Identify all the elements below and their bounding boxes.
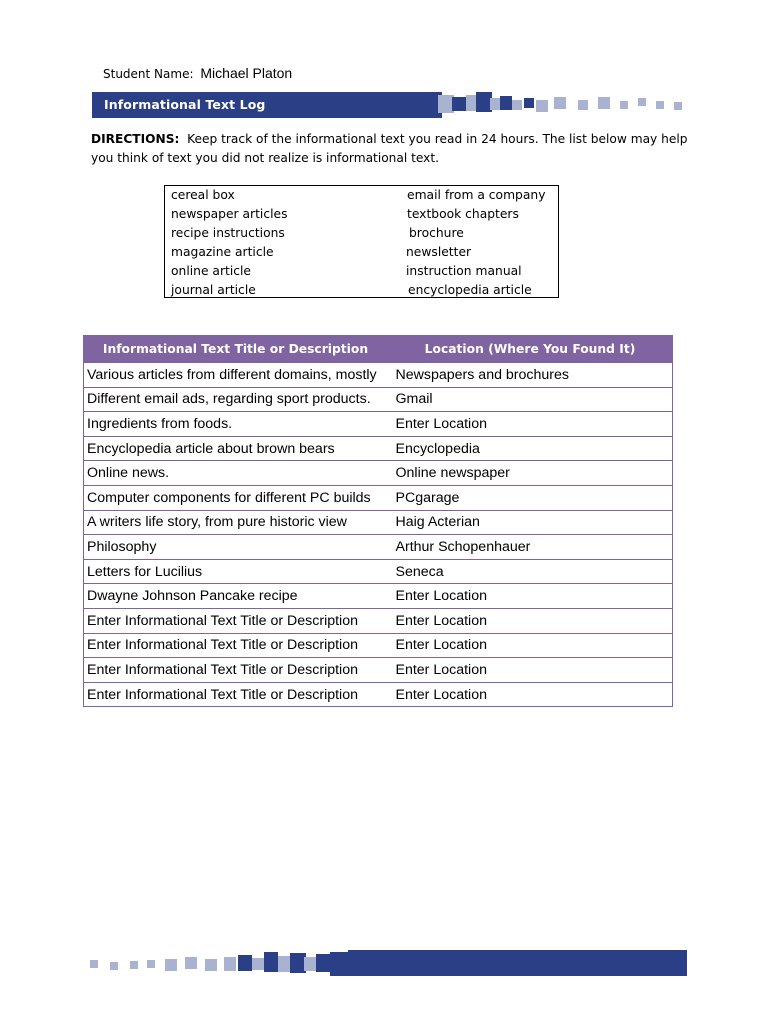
directions-label: DIRECTIONS: <box>91 132 180 146</box>
table-row <box>84 510 673 535</box>
title-cell[interactable]: Enter Informational Text Title or Description <box>84 658 388 683</box>
table-row <box>84 535 673 560</box>
suggestion-item: newspaper articles <box>171 207 288 221</box>
location-cell[interactable]: Seneca <box>388 559 673 584</box>
decorative-square <box>185 957 197 969</box>
table-row <box>84 461 673 486</box>
decorative-square <box>490 98 500 110</box>
decorative-square <box>90 960 98 968</box>
decorative-square <box>512 100 522 110</box>
decorative-square <box>554 97 566 109</box>
location-cell[interactable]: Online newspaper <box>388 461 673 486</box>
table-row <box>84 412 673 437</box>
suggestion-item: instruction manual <box>406 264 522 278</box>
footer-bar <box>348 950 687 976</box>
decorative-square <box>500 96 512 110</box>
decorative-square <box>330 952 350 976</box>
decorative-square <box>165 959 177 971</box>
student-name-line <box>103 65 292 81</box>
location-cell[interactable]: Newspapers and brochures <box>388 363 673 388</box>
title-cell[interactable]: Enter Informational Text Title or Description <box>84 682 388 707</box>
suggestion-item: encyclopedia article <box>408 283 532 297</box>
decorative-square <box>638 98 646 106</box>
decorative-square <box>147 960 155 968</box>
decorative-square <box>130 961 138 969</box>
decorative-square <box>524 98 534 108</box>
directions <box>91 130 691 167</box>
decorative-square <box>598 97 610 109</box>
table-row <box>84 559 673 584</box>
location-cell[interactable]: Encyclopedia <box>388 436 673 461</box>
title-cell[interactable]: Various articles from different domains, mostly <box>84 363 388 388</box>
suggestion-item: journal article <box>171 283 256 297</box>
title-cell[interactable]: Enter Informational Text Title or Description <box>84 608 388 633</box>
decorative-square <box>224 957 236 971</box>
decorative-square <box>674 102 682 110</box>
decorative-square <box>620 101 628 109</box>
title-cell[interactable]: Ingredients from foods. <box>84 412 388 437</box>
suggestion-box <box>164 185 559 298</box>
decorative-square <box>238 955 252 971</box>
decorative-square <box>452 97 466 111</box>
title-cell[interactable]: Enter Informational Text Title or Description <box>84 633 388 658</box>
title-cell[interactable]: Philosophy <box>84 535 388 560</box>
decorative-square <box>264 952 278 972</box>
title-cell[interactable]: Letters for Lucilius <box>84 559 388 584</box>
title-cell[interactable]: Dwayne Johnson Pancake recipe <box>84 584 388 609</box>
decorative-square <box>656 101 664 109</box>
header-title: Informational Text Log <box>104 97 266 112</box>
suggestion-item: recipe instructions <box>171 226 285 240</box>
header-bar <box>92 92 422 118</box>
suggestion-item: brochure <box>409 226 464 240</box>
table-row <box>84 436 673 461</box>
decorative-square <box>304 957 316 971</box>
location-cell[interactable]: Enter Location <box>388 584 673 609</box>
title-cell[interactable]: Computer components for different PC builds <box>84 485 388 510</box>
column-header-title: Informational Text Title or Description <box>84 336 388 363</box>
table-row <box>84 584 673 609</box>
suggestion-item: newsletter <box>406 245 472 259</box>
table-row <box>84 363 673 388</box>
table-row <box>84 682 673 707</box>
location-cell[interactable]: Enter Location <box>388 658 673 683</box>
student-name-value[interactable]: Michael Platon <box>200 65 293 81</box>
location-cell[interactable]: Enter Location <box>388 633 673 658</box>
decorative-square <box>536 100 548 112</box>
table-row <box>84 658 673 683</box>
table-body <box>84 363 673 707</box>
suggestion-item: online article <box>171 264 251 278</box>
table-row <box>84 633 673 658</box>
location-cell[interactable]: PCgarage <box>388 485 673 510</box>
title-cell[interactable]: Online news. <box>84 461 388 486</box>
informational-text-log-table <box>83 335 673 707</box>
decorative-square <box>578 100 588 110</box>
suggestion-item: cereal box <box>171 188 235 202</box>
table-row <box>84 608 673 633</box>
suggestion-item: magazine article <box>171 245 274 259</box>
location-cell[interactable]: Enter Location <box>388 608 673 633</box>
suggestion-item: textbook chapters <box>407 207 519 221</box>
table-row <box>84 387 673 412</box>
location-cell[interactable]: Enter Location <box>388 412 673 437</box>
title-cell[interactable]: A writers life story, from pure historic view <box>84 510 388 535</box>
directions-line2: you think of text you did not realize is informational text. <box>91 150 440 165</box>
student-name-label: Student Name: <box>103 67 194 81</box>
location-cell[interactable]: Arthur Schopenhauer <box>388 535 673 560</box>
decorative-square <box>316 954 330 972</box>
location-cell[interactable]: Enter Location <box>388 682 673 707</box>
directions-line1: Keep track of the informational text you read in 24 hours. The list below may help <box>187 132 688 146</box>
decorative-square <box>205 959 217 971</box>
column-header-location: Location (Where You Found It) <box>388 336 673 363</box>
location-cell[interactable]: Gmail <box>388 387 673 412</box>
title-cell[interactable]: Different email ads, regarding sport products. <box>84 387 388 412</box>
title-cell[interactable]: Encyclopedia article about brown bears <box>84 436 388 461</box>
table-header-row <box>84 336 673 363</box>
location-cell[interactable]: Haig Acterian <box>388 510 673 535</box>
decorative-square <box>252 958 264 970</box>
decorative-square <box>110 962 118 970</box>
table-row <box>84 485 673 510</box>
suggestion-item: email from a company <box>407 188 546 202</box>
